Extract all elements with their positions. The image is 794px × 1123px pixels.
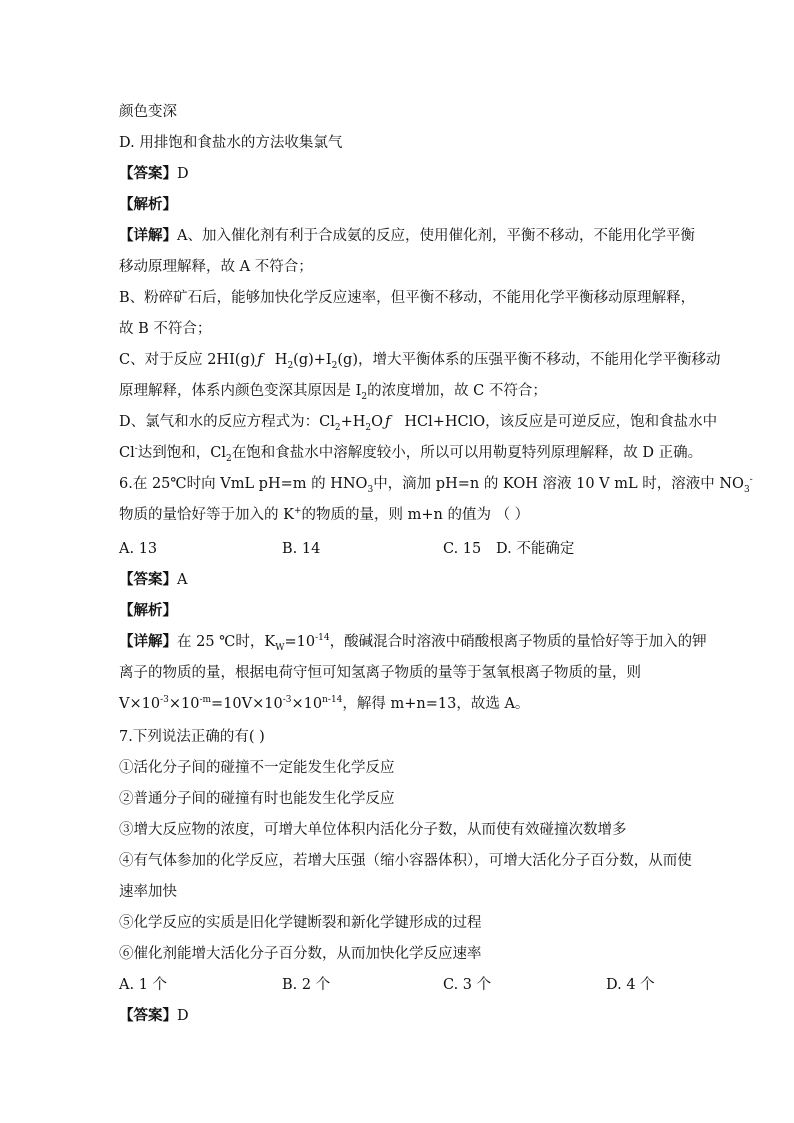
equilibrium-symbol: ƒ <box>385 414 391 430</box>
q6-answer-line <box>119 570 187 590</box>
detail-c-text-a: C、对于反应 2HI(g) <box>119 352 256 368</box>
detail-a-text: A、加入催化剂有利于合成氨的反应，使用催化剂，平衡不移动，不能用化学平衡 <box>177 228 695 244</box>
superscript: -3 <box>160 695 169 706</box>
answer-label: 【答案】 <box>119 571 177 588</box>
q6-detail-3g: ×10 <box>291 696 323 712</box>
option-d: D. 用排饱和食盐水的方法收集氯气 <box>119 135 343 151</box>
q6-detail-3a: V×10 <box>119 696 161 712</box>
q7-item-5: ⑤化学反应的实质是旧化学键断裂和新化学键形成的过程 <box>119 915 482 931</box>
q6-detail-3e: =10V×10 <box>211 696 283 712</box>
q7-option-a: A. 1 个 <box>119 977 168 993</box>
q6-stem-a: 6.在 25℃时向 VmL pH=m 的 HNO <box>119 476 368 492</box>
detail-a-line-1 <box>119 226 695 246</box>
equilibrium-symbol: ƒ <box>257 352 263 368</box>
subscript: 2 <box>334 422 341 433</box>
answer-label: 【答案】 <box>119 1007 177 1024</box>
q6-detail-1c: =10 <box>284 634 316 650</box>
q6-analysis-label: 【解析】 <box>119 602 177 619</box>
q6-option-c: C. 15 <box>443 541 482 557</box>
q7-item-2: ②普通分子间的碰撞有时也能发生化学反应 <box>119 791 395 807</box>
q6-detail-line-3 <box>119 694 529 714</box>
detail-d2-text-a: Cl <box>119 445 135 461</box>
superscript: -m <box>199 695 212 706</box>
answer-value: D <box>177 166 189 182</box>
subscript: 2 <box>331 360 338 371</box>
detail-b-line-2: 故 B 不符合； <box>119 321 212 337</box>
subscript: 2 <box>287 360 294 371</box>
q6-stem-2a: 物质的量恰好等于加入的 K <box>119 507 294 523</box>
q7-item-4-cont: 速率加快 <box>119 884 177 900</box>
q6-detail-3c: ×10 <box>168 696 200 712</box>
q7-answer-line <box>119 1006 189 1026</box>
superscript: n-14 <box>322 695 343 706</box>
q6-option-b: B. 14 <box>282 541 321 557</box>
q6-stem-line-2 <box>119 505 529 525</box>
detail-b-line-1: B、粉碎矿石后，能够加快化学反应速率，但平衡不移动，不能用化学平衡移动原理解释， <box>119 290 696 306</box>
q7-option-b: B. 2 个 <box>282 977 331 993</box>
q7-item-1: ①活化分子间的碰撞不一定能发生化学反应 <box>119 760 395 776</box>
subscript: 2 <box>226 453 232 464</box>
q6-detail-line-1 <box>119 632 707 652</box>
detail-c-line-2 <box>119 381 547 401</box>
detail-label: 【详解】 <box>119 633 177 650</box>
q7-item-6: ⑥催化剂能增大活化分子百分数，从而加快化学反应速率 <box>119 946 482 962</box>
q7-item-3: ③增大反应物的浓度，可增大单位体积内活化分子数，从而使有效碰撞次数增多 <box>119 822 627 838</box>
subscript: 2 <box>361 391 368 402</box>
detail-d-text-b: +H <box>340 414 366 430</box>
subscript: W <box>275 642 285 653</box>
answer-value: D <box>177 1008 189 1024</box>
detail-c2-text-a: 原理解释，体系内颜色变深其原因是 I <box>119 383 362 399</box>
superscript: -14 <box>315 633 330 644</box>
q7-item-4: ④有气体参加的化学反应，若增大压强（缩小容器体积），可增大活化分子百分数，从而使 <box>119 853 692 869</box>
subscript: 3 <box>743 484 750 495</box>
q7-stem: 7.下列说法正确的有( ) <box>119 729 265 745</box>
detail-d-text-d: HCl+HClO，该反应是可逆反应，饱和食盐水中 <box>404 414 718 430</box>
q6-detail-1a: 在 25 ℃时，K <box>177 634 276 650</box>
q6-detail-line-2: 离子的物质的量，根据电荷守恒可知氢离子物质的量等于氢氧根离子物质的量，则 <box>119 665 641 681</box>
q6-detail-1e: ，酸碱混合时溶液中硝酸根离子物质的量恰好等于加入的钾 <box>329 634 707 650</box>
detail-c2-text-b: 的浓度增加，故 C 不符合； <box>367 383 547 399</box>
subscript: 3 <box>367 484 374 495</box>
q6-detail-3i: ，解得 m+n=13，故选 A。 <box>342 696 530 712</box>
superscript: + <box>293 506 302 517</box>
detail-d-line-2 <box>119 443 702 463</box>
superscript: - <box>134 444 138 455</box>
superscript: -3 <box>282 695 292 706</box>
detail-d-text-c: O <box>371 414 384 430</box>
answer-label: 【答案】 <box>119 165 177 182</box>
detail-c-line-1 <box>119 350 720 370</box>
detail-c-text-c: (g)+I <box>293 352 332 368</box>
option-c-continuation: 颜色变深 <box>119 104 177 120</box>
subscript: 2 <box>365 422 372 433</box>
q6-stem-line-1 <box>119 474 753 494</box>
q7-option-d: D. 4 个 <box>606 977 655 993</box>
q6-option-d: D. 不能确定 <box>496 541 575 557</box>
detail-d-text-a: D、氯气和水的反应方程式为：Cl <box>119 414 335 430</box>
detail-a-line-2: 移动原理解释，故 A 不符合； <box>119 259 313 275</box>
detail-d-line-1 <box>119 412 717 432</box>
detail-label: 【详解】 <box>119 227 177 244</box>
answer-value: A <box>177 572 188 588</box>
q6-stem-b: 中，滴加 pH=n 的 KOH 溶液 10 V mL 时，溶液中 NO <box>373 476 744 492</box>
analysis-label: 【解析】 <box>119 196 177 213</box>
q6-stem-2c: 的物质的量，则 m+n 的值为 （ ） <box>301 507 530 523</box>
q7-option-c: C. 3 个 <box>443 977 492 993</box>
detail-c-text-b: H <box>274 352 288 368</box>
answer-line <box>119 164 189 184</box>
detail-d2-text-c: 达到饱和，Cl <box>137 445 227 461</box>
detail-d2-text-d: 在饱和食盐水中溶解度较小，所以可以用勒夏特列原理解释，故 D 正确。 <box>231 445 703 461</box>
detail-c-text-d: (g)，增大平衡体系的压强平衡不移动，不能用化学平衡移动 <box>337 352 721 368</box>
q6-option-a: A. 13 <box>119 541 158 557</box>
superscript: - <box>749 475 753 486</box>
